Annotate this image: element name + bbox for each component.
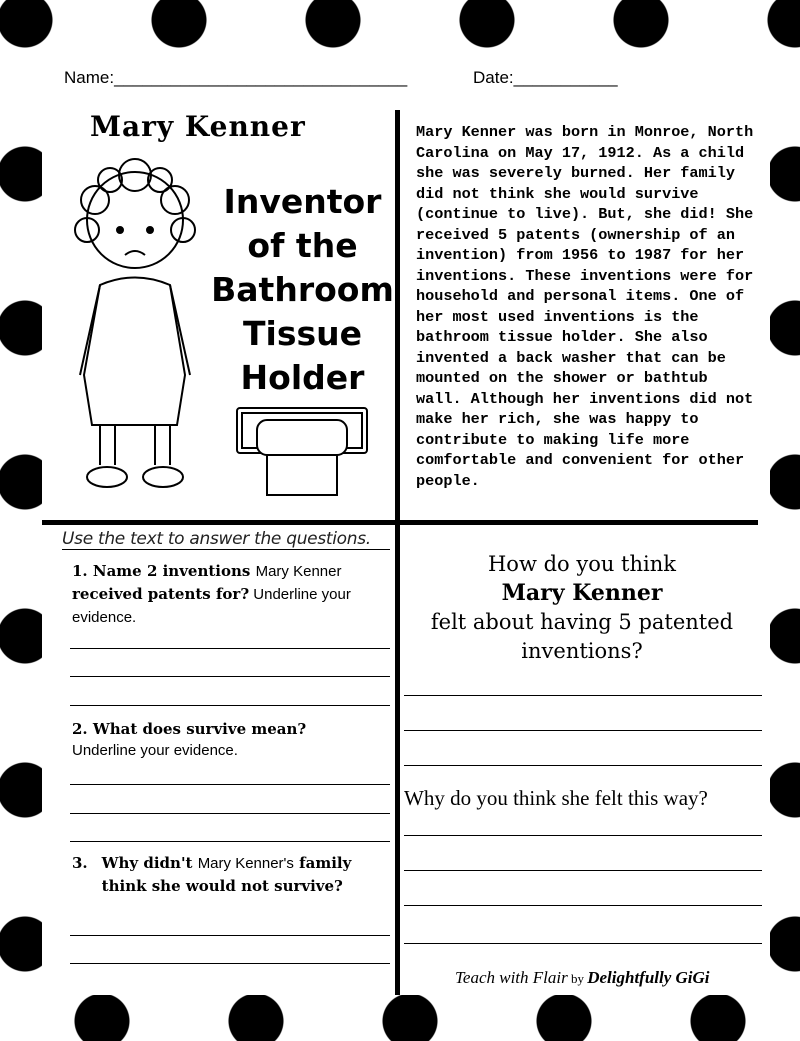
- subtitle-line: Holder: [240, 358, 365, 397]
- answer-line[interactable]: [404, 765, 762, 766]
- answer-line[interactable]: [404, 835, 762, 836]
- answer-line[interactable]: [70, 841, 390, 842]
- answer-line[interactable]: [404, 870, 762, 871]
- answer-line[interactable]: [70, 963, 390, 964]
- instructions: Use the text to answer the questions.: [62, 529, 390, 550]
- answer-line[interactable]: [70, 648, 390, 649]
- worksheet-title: Mary Kenner: [90, 110, 306, 143]
- q1-instruction: Underline your evidence.: [72, 586, 351, 626]
- q1-name: Mary Kenner: [255, 563, 342, 580]
- rq-line: How do you think: [487, 552, 676, 576]
- question-2: [72, 718, 392, 762]
- subtitle-line: Tissue: [243, 314, 362, 353]
- subtitle-line: of the: [247, 226, 358, 265]
- q1-text2: received patents for?: [72, 585, 250, 603]
- footer-brand: Delightfully GiGi: [587, 968, 710, 987]
- name-field[interactable]: Name:_______________________________: [64, 68, 408, 87]
- q3-number: 3.: [72, 854, 88, 872]
- answer-line[interactable]: [70, 676, 390, 677]
- q3-text2: family think she would not survive?: [101, 854, 352, 895]
- q1-text: 1. Name 2 inventions: [72, 562, 256, 580]
- date-field[interactable]: Date:___________: [473, 68, 618, 87]
- rq-name: Mary Kenner: [501, 580, 663, 606]
- subtitle-line: Inventor: [223, 182, 382, 221]
- subtitle-block: [205, 180, 400, 400]
- q2-text: 2. What does survive mean?: [72, 720, 307, 738]
- mary-kenner-illustration: [55, 145, 215, 515]
- why-question: Why do you think she felt this way?: [404, 786, 708, 810]
- footer-credit: [455, 968, 710, 988]
- question-3: [72, 852, 372, 897]
- q3-text: Why didn't: [101, 854, 198, 872]
- answer-line[interactable]: [404, 943, 762, 944]
- answer-line[interactable]: [404, 905, 762, 906]
- story-text: Mary Kenner was born in Monroe, North Carolina on May 17, 1912. As a child she was severely burned. Her family did not think she would survive (continue to live). But, she did! She received 5 patents (ownership of an invention) from 1956 to 1987 for her inventions. These inventions were for household and personal items. One of her most used inventions is the bathroom tissue holder. She also invented a back washer that can be mounted on the shower or bathtub wall. Although her inventions did not make her rich, she was happy to contribute to making life more comfortable and convenient for other people.: [416, 123, 754, 490]
- q3-name: Mary Kenner's: [197, 855, 294, 872]
- answer-line[interactable]: [70, 784, 390, 785]
- divider-horizontal: [42, 520, 758, 525]
- footer-by: by: [567, 971, 588, 986]
- answer-line[interactable]: [70, 935, 390, 936]
- answer-line[interactable]: [404, 695, 762, 696]
- subtitle-line: Bathroom: [211, 270, 394, 309]
- question-1: [72, 560, 392, 629]
- tissue-holder-icon: [232, 405, 372, 505]
- answer-line[interactable]: [70, 705, 390, 706]
- rq-line: felt about having 5 patented inventions?: [430, 610, 734, 663]
- footer-text: Teach with Flair: [455, 968, 568, 987]
- answer-line[interactable]: [404, 730, 762, 731]
- answer-line[interactable]: [70, 813, 390, 814]
- reflection-question: [404, 550, 760, 666]
- q2-instruction: Underline your evidence.: [72, 742, 238, 759]
